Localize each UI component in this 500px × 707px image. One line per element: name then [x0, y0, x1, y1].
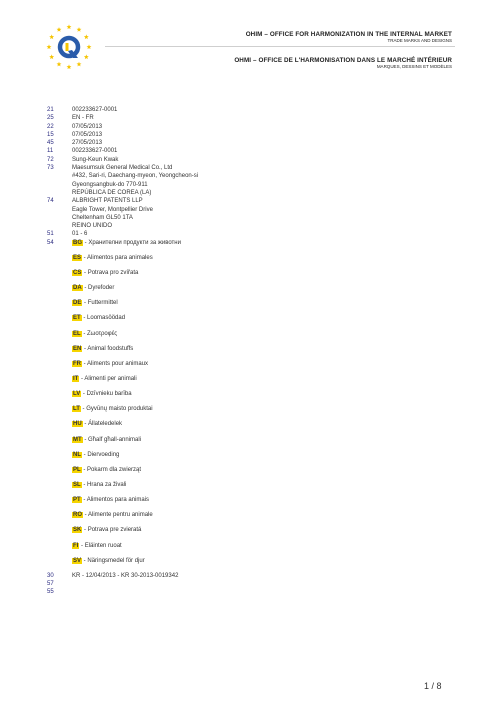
- field-value-line: Maesumsuk General Medical Co., Ltd: [72, 165, 173, 172]
- header-en: [246, 31, 452, 43]
- logo-star-icon: [47, 44, 52, 49]
- logo-star-icon: [84, 34, 89, 39]
- field-value-line: Sung-Keun Kwak: [72, 156, 119, 163]
- separator: -: [81, 330, 88, 337]
- field-value: [72, 156, 467, 164]
- goods-item: [72, 254, 467, 269]
- language-badge: RO: [73, 512, 82, 519]
- logo-star-icon: [49, 34, 54, 39]
- language-badge: BG: [73, 239, 82, 246]
- goods-text: Għalf għall-annimali: [88, 436, 142, 443]
- separator: -: [82, 254, 88, 261]
- field-row: [47, 123, 467, 131]
- separator: -: [82, 451, 88, 458]
- field-value-line: 07/05/2013: [72, 131, 103, 138]
- field-value-line: 27/05/2013: [72, 140, 103, 147]
- field-value-line: REINO UNIDO: [72, 223, 113, 230]
- field-value-line: [72, 588, 467, 596]
- goods-item: [72, 239, 467, 254]
- separator: -: [82, 285, 89, 292]
- separator: -: [79, 376, 85, 383]
- field-value-line: Eagle Tower, Montpellier Drive: [72, 206, 153, 213]
- goods-item: [72, 269, 467, 284]
- logo-star-icon: [67, 24, 72, 29]
- field-row: [47, 197, 467, 230]
- goods-item: [72, 496, 467, 511]
- field-row: [47, 139, 467, 147]
- logo-star-icon: [49, 54, 54, 59]
- goods-text: Alimentos para animales: [87, 254, 153, 261]
- goods-text: Gyvūnų maisto produktai: [86, 406, 153, 413]
- header-subtitle-en: TRADE MARKS AND DESIGNS: [387, 38, 452, 44]
- goods-text: Dzīvnieku barība: [86, 391, 132, 398]
- goods-text: Alimenti per animali: [84, 376, 137, 383]
- page-number: 1 / 8: [424, 681, 442, 691]
- goods-item: [72, 526, 467, 541]
- separator: -: [82, 270, 88, 277]
- separator: -: [81, 315, 88, 322]
- field-row: [47, 106, 467, 114]
- language-badge: DA: [73, 285, 82, 292]
- language-badge: PL: [73, 466, 81, 473]
- separator: -: [82, 557, 88, 564]
- goods-item: [72, 345, 467, 360]
- field-value-line: REPÚBLICA DE COREA (LA): [72, 189, 152, 196]
- field-row: [47, 114, 467, 122]
- language-badge: LT: [73, 406, 80, 413]
- goods-text: Aliments pour animaux: [87, 360, 149, 367]
- language-badge: HU: [73, 421, 82, 428]
- language-badge: PT: [73, 497, 81, 504]
- separator: -: [81, 497, 87, 504]
- field-row: [47, 230, 467, 238]
- goods-item: [72, 284, 467, 299]
- separator: -: [82, 527, 88, 534]
- language-badge: IT: [73, 376, 79, 383]
- separator: -: [81, 482, 88, 488]
- goods-text: Loomasöödad: [87, 315, 126, 322]
- field-value-line: 07/05/2013: [72, 123, 103, 130]
- field-value: [72, 123, 467, 131]
- field-value-line: Cheltenham GL50 1TA: [72, 214, 133, 221]
- logo-star-icon: [77, 62, 82, 67]
- language-badge: ET: [73, 315, 81, 322]
- separator: -: [80, 406, 87, 413]
- field-value-line: Gyeongsangbuk-do 770-911: [72, 181, 148, 188]
- goods-text: Eläinten ruoat: [84, 542, 122, 549]
- language-badge: NL: [73, 451, 81, 458]
- field-row: [47, 131, 467, 139]
- separator: -: [82, 300, 88, 307]
- field-code: 11: [47, 148, 54, 155]
- separator: -: [81, 466, 88, 473]
- goods-item: [72, 299, 467, 314]
- registration-fields: [47, 106, 467, 597]
- goods-text: Dyrefoder: [88, 285, 115, 292]
- separator: -: [82, 421, 89, 428]
- field-value: [72, 106, 467, 114]
- goods-text: Alimente pentru animale: [88, 512, 153, 519]
- language-badge: ES: [73, 254, 82, 261]
- field-row: [47, 164, 467, 197]
- logo-star-icon: [87, 44, 92, 49]
- field-value: [72, 131, 467, 139]
- language-badge: CS: [73, 270, 82, 277]
- separator: -: [82, 360, 88, 367]
- goods-text: Alimentos para animais: [86, 497, 150, 504]
- goods-item: [72, 375, 467, 390]
- separator: -: [81, 391, 87, 398]
- goods-item: [72, 405, 467, 420]
- goods-text: Futtermittel: [87, 300, 118, 307]
- goods-text: Diervoeding: [87, 451, 120, 458]
- field-value-line: 002233627-0001: [72, 148, 118, 155]
- language-badge: DE: [73, 300, 82, 307]
- language-badge: SK: [73, 527, 82, 534]
- separator: -: [82, 345, 88, 352]
- field-code: 54: [47, 239, 54, 246]
- goods-text: Pokarm dla zwierząt: [87, 466, 142, 473]
- goods-text: Hrana za živali: [87, 482, 127, 488]
- language-badge: FR: [73, 360, 81, 367]
- goods-list: [72, 239, 467, 572]
- header-divider: [105, 46, 455, 47]
- field-code: 55: [47, 589, 54, 596]
- field-code: 51: [47, 231, 54, 238]
- goods-text: Potrava pre zvieratá: [87, 527, 142, 534]
- field-row: [47, 572, 467, 580]
- logo-star-icon: [57, 62, 62, 67]
- separator: -: [83, 239, 89, 246]
- field-row: [47, 588, 467, 596]
- ohim-logo-icon: [44, 20, 94, 76]
- logo-star-icon: [77, 27, 82, 32]
- field-value-line: 01 - 6: [72, 231, 88, 238]
- header-title-fr: OHMI – OFFICE DE L'HARMONISATION DANS LE MARCHÉ INTÉRIEUR: [234, 57, 452, 64]
- field-value-line: KR - 12/04/2013 - KR 30-2013-0019342: [72, 572, 179, 579]
- field-code: 45: [47, 140, 54, 147]
- header-subtitle-fr: MARQUES, DESSINS ET MODÈLES: [376, 64, 452, 70]
- goods-item: [72, 360, 467, 375]
- field-code: 15: [47, 131, 54, 138]
- field-code: 74: [47, 198, 54, 205]
- field-value: [72, 580, 467, 588]
- field-value-line: EN - FR: [72, 115, 94, 122]
- language-badge: SV: [73, 557, 82, 564]
- field-row: [47, 147, 467, 155]
- field-value: [72, 588, 467, 596]
- field-value: [72, 164, 467, 197]
- field-row: [47, 580, 467, 588]
- goods-item: [72, 542, 467, 557]
- goods-item: [72, 390, 467, 405]
- goods-item: [72, 481, 467, 496]
- logo-star-icon: [57, 27, 62, 32]
- language-badge: LV: [73, 391, 81, 398]
- language-badge: SL: [73, 482, 81, 488]
- field-value-line: 002233627-0001: [72, 107, 118, 113]
- goods-text: Ζωοτροφές: [87, 330, 118, 337]
- field-row: [47, 156, 467, 164]
- goods-item: [72, 330, 467, 345]
- field-code: 57: [47, 581, 54, 588]
- language-badge: EL: [73, 330, 81, 337]
- field-code: 21: [47, 107, 54, 113]
- field-code: 22: [47, 123, 54, 130]
- field-value: [72, 230, 467, 238]
- separator: -: [82, 436, 89, 443]
- goods-item: [72, 436, 467, 451]
- goods-text: Animal foodstuffs: [87, 345, 134, 352]
- separator: -: [83, 512, 89, 519]
- logo-star-icon: [67, 64, 72, 69]
- field-value: [72, 572, 467, 580]
- goods-text: Näringsmedel för djur: [87, 557, 145, 564]
- field-value-line: #432, Sari-ri, Daechang-myeon, Yeongcheon-si: [72, 173, 199, 180]
- field-code: 73: [47, 165, 54, 172]
- field-value-line: [72, 580, 467, 588]
- goods-text: Хранителни продукти за животни: [88, 239, 181, 246]
- field-code: 30: [47, 572, 54, 579]
- language-badge: EN: [73, 345, 82, 352]
- field-value: [72, 197, 467, 230]
- logo-star-icon: [84, 54, 89, 59]
- goods-item: [72, 420, 467, 435]
- goods-item: [72, 451, 467, 466]
- field-value: [72, 147, 467, 155]
- goods-text: Potrava pro zvířata: [87, 270, 139, 277]
- field-code: 25: [47, 115, 54, 122]
- field-value: [72, 139, 467, 147]
- header-title-en: OHIM – OFFICE FOR HARMONIZATION IN THE INTERNAL MARKET: [245, 31, 452, 38]
- header-fr: [234, 57, 452, 69]
- language-badge: MT: [73, 436, 82, 443]
- field-value-line: ALBRIGHT PATENTS LLP: [72, 198, 143, 205]
- language-badge: FI: [73, 542, 79, 549]
- field-value: [72, 114, 467, 122]
- goods-item: [72, 314, 467, 329]
- goods-item: [72, 466, 467, 481]
- goods-item: [72, 557, 467, 572]
- separator: -: [79, 542, 85, 549]
- field-code: 72: [47, 156, 54, 163]
- goods-text: Állateledelek: [88, 421, 123, 428]
- goods-item: [72, 511, 467, 526]
